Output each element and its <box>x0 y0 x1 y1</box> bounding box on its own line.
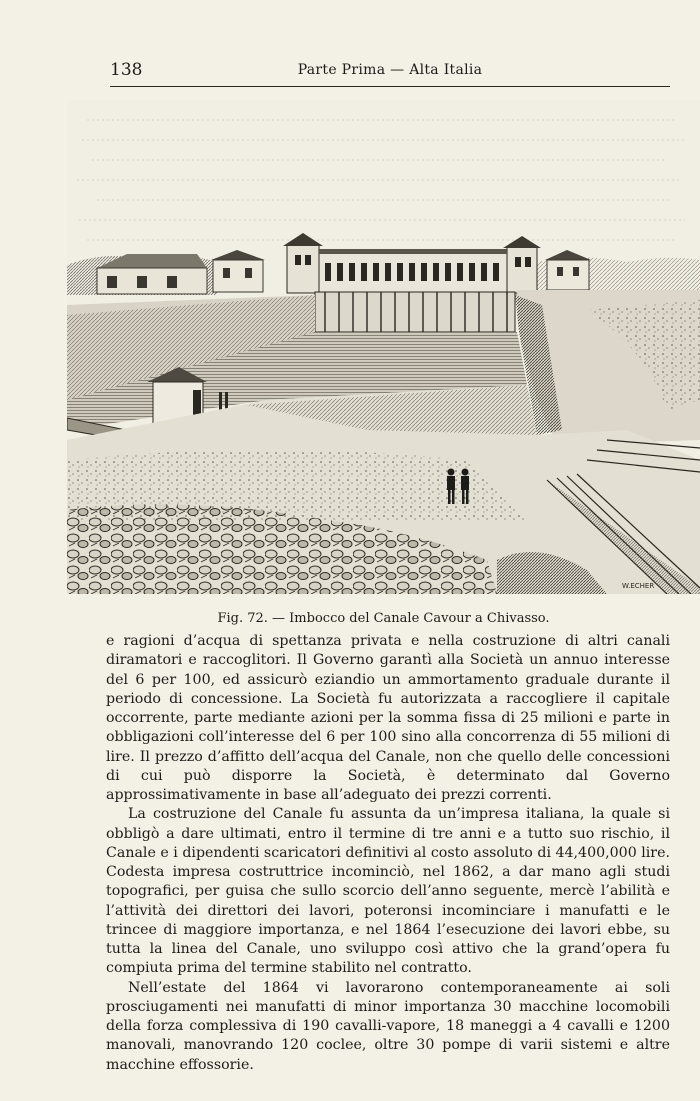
paragraph-2: La costruzione del Canale fu assunta da un’impresa italiana, la quale si obbligò a dare ultimati, entro il termine di tre anni e a tutto suo rischio, il Canale e i dipendenti scaricatori definitivi al costo assoluto di 44,400,000 lire. Codesta impresa costruttrice incominciò, nel 1862, a dar mano agli studi topografici, per guisa che sullo scorcio dell’anno seguente, mercè l’abilità e l’attività dei direttori dei lavori, poteronsi incominciare i manufatti e le trincee di maggiore importanza, e nel 1864 l’esecuzione dei lavori ebbe, su tutta la linea del Canale, uno sviluppo così attivo che la grand’opera fu compiuta prima del termine stabilito nel contratto. <box>106 806 670 977</box>
header-rule <box>110 86 670 87</box>
page-number: 138 <box>110 60 143 80</box>
running-head: Parte Prima — Alta Italia <box>297 62 483 78</box>
engraving-figure <box>67 100 700 594</box>
engraver-signature: W.ECHER <box>622 582 655 590</box>
canal-illustration <box>67 100 700 594</box>
body-text <box>106 632 670 1075</box>
page-header <box>110 60 670 84</box>
paragraph-1: e ragioni d’acqua di spettanza privata e nella costruzione di altri canali diramatori e raccoglitori. Il Governo garantì alla Società un annuo interesse del 6 per 100, ed assicurò eziandio un ammortamento graduale durante il periodo di concessione. La Società fu autorizzata a raccogliere il capitale occorrente, parte mediante azioni per la somma fissa di 25 milioni e parte in obbligazioni coll’interesse del 6 per 100 sino alla concorrenza di 55 milioni di lire. Il prezzo d’affitto dell’acqua del Canale, non che quello delle concessioni di cui può disporre la Società, è determinato dal Governo approssimativamente in base all’adeguato dei prezzi correnti. <box>106 633 670 803</box>
paragraph-3: Nell’estate del 1864 vi lavorarono contemporaneamente ai soli prosciugamenti nei manufatti di minor importanza 30 macchine locomobili della forza complessiva di 190 cavalli-vapore, 18 maneggi a 4 cavalli e 1200 manovali, manovrando 120 coclee, oltre 30 pompe di varii sistemi e altre macchine effossorie. <box>106 979 670 1073</box>
figure-caption: Fig. 72. — Imbocco del Canale Cavour a Chivasso. <box>217 611 550 626</box>
